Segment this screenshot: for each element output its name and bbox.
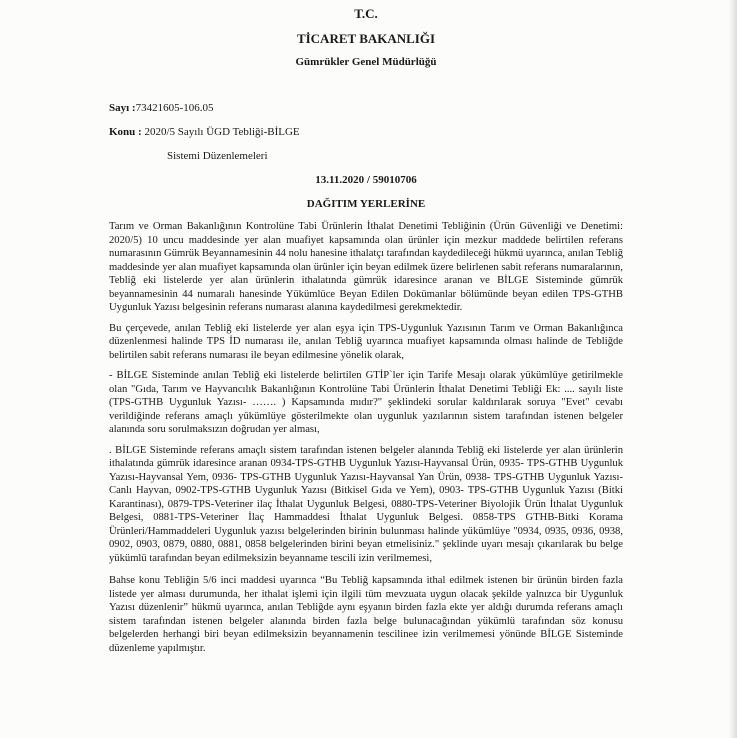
paragraph-1: Tarım ve Orman Bakanlığının Kontrolüne Tabi Ürünlerin İthalat Denetimi Tebliğinin (Ürün Güvenliği ve Denetimi: 2020/5) 10 uncu maddesinde yer alan muafiyet kapsamında olan ürünler için mezkur maddede belirtilen referans numarasının Gümrük Beyannamesinin 44 nolu hanesine ithalatçı tarafından kaydedileceği hükmü uyarınca, anılan Tebliğ maddesinde yer alan muafiyet kapsamında olan ürünler için beyan edilmek üzere belirlenen sabit referans numaralarının, Tebliğ eki listelerde yer alan ürünlerin ithalatında gümrük idaresince aranan ve BİLGE Sisteminde gümrük beyannamesinin 44 numaralı hanesinde Yükümlüce Beyan Edilen Dokümanlar bölümünde beyan edilen TPS-GTHB Uygunluk Yazısı belgesinin referans numarası alanına kaydedilmesi gerekmektedir. [109, 221, 623, 313]
konu-label: Konu : [109, 126, 142, 138]
paragraph-5: Bahse konu Tebliğin 5/6 inci maddesi uyarınca “Bu Tebliğ kapsamında ithal edilmek istenen bir ürünün birden fazla listede yer alması durumunda, her ithalat işlemi için ilgili tüm mevzuata uygun olacak şekilde yalnızca bir Uygunluk Yazısı düzenlenir” hükmü uyarınca, anılan Tebliğde aynı eşyanın birden fazla ekte yer aldığı durumda referans amaçlı sistem tarafından istenen belgeler alanında birden fazla belge bulunacağından yükümlü tarafından söz konusu belgelerden herhangi biri beyan edilmeksizin beyannamenin tescilinee izin verilmemesi yönünde BİLGE Sisteminde düzenleme yapılmıştır. [109, 575, 623, 654]
subject-continuation: Sistemi Düzenlemeleri [167, 150, 268, 162]
page-edge-shadow [729, 0, 737, 738]
reference-number-line [109, 101, 623, 115]
subject-line [109, 125, 623, 139]
header-tc: T.C. [354, 6, 378, 21]
header-ministry: TİCARET BAKANLIĞI [296, 31, 436, 46]
paragraph-3: - BİLGE Sisteminde anılan Tebliğ eki listelerde belirtilen GTİP`ler için Tarife Mesajı olarak yükümlüye getirilmekle olan "Gıda, Tarım ve Hayvancılık Bakanlığının Kontrolüne Tabi Ürünlerin İthalat Denetimi Tebliği Ek: .... sayılı liste (TPS-GTHB Uygunluk Yazısı- ……. ) Kapsamında mıdır?" şeklindeki sorular kaldırılarak soruya "Evet" cevabı verildiğinde referans amaçlı yükümlüye gösterilmekte olan uygunluk yazılarının sistem tarafından istenen belgeler alanında soru sorulmaksızın doğrudan yer alması, [109, 370, 623, 435]
header-directorate: Gümrükler Genel Müdürlüğü [295, 56, 437, 68]
paragraph-2: Bu çerçevede, anılan Tebliğ eki listelerde yer alan eşya için TPS-Uygunluk Yazısının Tarım ve Orman Bakanlığınca düzenlenmesi halinde TPS İD numarası ile, anılan Tebliğ uyarınca muafiyet kapsamında olması halinde de Tebliğde belirtilen sabit referans numarası ile beyan edilmesine yönelik olarak, [109, 322, 623, 361]
letter-body [109, 6, 623, 655]
date-reference: 13.11.2020 / 59010706 [315, 174, 417, 186]
sayi-label: Sayı : [109, 102, 136, 114]
distribution-heading: DAĞITIM YERLERİNE [306, 198, 426, 210]
konu-value: 2020/5 Sayılı ÜGD Tebliği-BİLGE [141, 126, 300, 138]
sayi-value: 73421605-106.05 [135, 102, 214, 114]
paragraph-4: . BİLGE Sisteminde referans amaçlı sistem tarafından istenen belgeler alanında Tebliğ eki listelerde yer alan ürünlerin ithalatında gümrük idaresince aranan 0934-TPS-GTHB Uygunluk Yazısı-Hayvansal Ürün, 0935- TPS-GTHB Uygunluk Yazısı-Hayvansal Yem, 0936- TPS-GTHB Uygunluk Yazısı-Hayvansal Yan Ürün, 0938- TPS-GTHB Uygunluk Yazısı- Canlı Hayvan, 0902-TPS-GTHB Uygunluk Yazısı (Bitkisel Gıda ve Yem), 0903- TPS-GTHB Uygunluk Yazısı (Bitki Karantinası), 0879-TPS-Veteriner ilaç İthalat Uygunluk Belgesi, 0880-TPS-Veteriner Biyolojik Ürün İthalat Uygunluk Belgesi, 0881-TPS-Veteriner İlaç Hammaddesi İthalat Uygunluk Belgesi. 0858-TPS GTHB-Bitki Korama Ürünleri/Hammaddeleri Uygunluk yazısı belgelerinden birinin bulunması halinde yükümlüye "0934, 0935, 0936, 0938, 0902, 0903, 0879, 0880, 0881, 0858 belgelerinden birini beyan etmelisiniz." şeklinde uyarı mesajı çıkarılarak bu belge yükümlü tarafından beyan edilmeksizin beyanname tescili izin verilmemesi, [109, 444, 623, 564]
